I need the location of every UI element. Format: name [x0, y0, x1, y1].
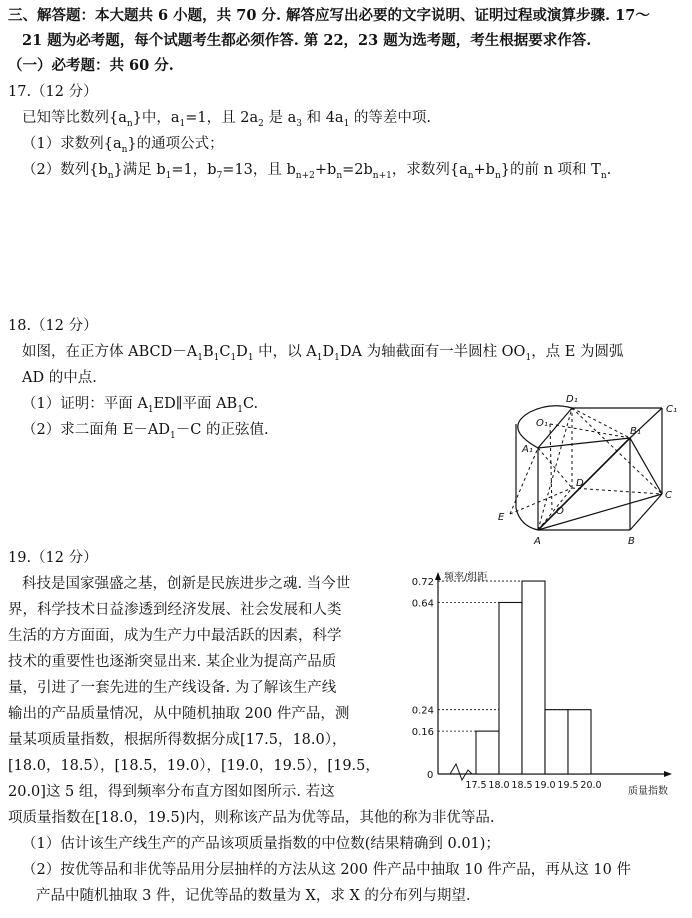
label-A: A [534, 536, 541, 547]
label-E: E [498, 512, 505, 523]
y-axis-label: 频率/组距 [444, 572, 488, 583]
q19-header: 19.（12 分） [8, 550, 98, 566]
q19-part2-line1: （2）按优等品和非优等品用分层抽样的方法从这 200 件产品中抽取 10 件产品，再从这 10 件 [22, 862, 631, 878]
q19-part1: （1）估计该生产线生产的产品该项质量指数的中位数(结果精确到 0.01)； [22, 836, 500, 852]
frequency-histogram [411, 566, 688, 806]
q19-line-6: 输出的产品质量情况，从中随机抽取 200 件产品，测 [8, 706, 350, 722]
q18-part2: （2）求二面角 $E-AD_1-C$ 的正弦值. [22, 422, 269, 441]
histogram-bar [545, 710, 568, 774]
segment-D1-B1 [572, 408, 630, 438]
cube-figure [490, 390, 690, 550]
half-cylinder-side [516, 424, 538, 530]
histogram-bar [522, 581, 545, 774]
edge-A1-B1 [538, 438, 630, 448]
x-tick-label: 18.0 [488, 780, 510, 791]
segment-B1C [630, 438, 662, 494]
histogram-bar [568, 710, 591, 774]
label-C: C [665, 490, 672, 501]
edge-D-C [572, 488, 662, 494]
q19-line-5: 量，引进了一套先进的生产线设备. 为了解该生产线 [8, 680, 337, 696]
y-axis-arrow [435, 572, 441, 580]
x-tick-label: 19.5 [557, 780, 579, 791]
q19-line-3: 生活的方方面面，成为生产力中最活跃的因素，科学 [8, 628, 342, 644]
q19-line-9: 20.0]这 5 组，得到频率分布直方图如图所示. 若这 [8, 784, 335, 800]
y-tick-label: 0.64 [411, 598, 434, 610]
x-tick-label: 20.0 [580, 780, 602, 791]
label-B1: B₁ [630, 426, 641, 437]
x-tick-label: 17.5 [465, 780, 487, 791]
q18-stem-line2: AD 的中点. [22, 370, 97, 386]
label-D: D [576, 478, 584, 489]
label-B: B [628, 536, 635, 547]
x-tick-label: 19.0 [534, 780, 556, 791]
q17-header: 17.（12 分） [8, 84, 98, 100]
q17-stem: 已知等比数列$\{a_n\}$中，$a_1=1$，且 $2a_2$ 是 $a_3$ 和 $4a_1$ 的等差中项. [22, 110, 432, 129]
q19-line-1: 科技是国家强盛之基，创新是民族进步之魂. 当今世 [22, 576, 351, 592]
q17-part1: （1）求数列$\{a_n\}$的通项公式； [22, 136, 224, 155]
q17-part2: （2）数列$\{b_n\}$满足 $b_1=1$，$b_7=13$，且 $b_{n+2}+b_n=2b_{n+1}$，求数列$\{a_n+b_n\}$的前 n 项和 $T_n$. [22, 162, 612, 181]
x-tick-label: 18.5 [511, 780, 533, 791]
section-header-line1: 三、解答题：本大题共 6 小题，共 70 分. 解答应写出必要的文字说明、证明过程或演算步骤. 17～ [8, 7, 650, 24]
label-O1: O₁ [536, 418, 548, 429]
origin-label: 0 [427, 770, 434, 781]
segment-O1-C [550, 424, 630, 438]
y-tick-label: 0.72 [411, 577, 434, 589]
q19-line-2: 界，科学技术日益渗透到经济发展、社会发展和人类 [8, 602, 342, 618]
axis-break [450, 764, 472, 780]
section-header-line2: 21 题为必考题，每个试题考生都必须作答. 第 22，23 题为选考题，考生根据要求作答. [22, 32, 592, 49]
y-tick-label: 0.24 [411, 705, 434, 717]
edge-A-D [538, 488, 572, 530]
label-C1: C₁ [666, 404, 677, 415]
q19-line-4: 技术的重要性也逐渐突显出来. 某企业为提高产品质 [8, 654, 337, 670]
x-axis-arrow [664, 771, 672, 777]
segment-A1D [538, 448, 572, 488]
x-axis-label: 质量指数 [628, 786, 668, 797]
q19-line-8: [18.0，18.5），[18.5，19.0），[19.0，19.5），[19.5， [8, 758, 380, 774]
label-A1: A₁ [522, 444, 533, 455]
q18-part1: （1）证明：平面 $A_1ED\parallel$平面 $AB_1C$. [22, 396, 259, 415]
q18-stem: 如图，在正方体 $ABCD-A_1B_1C_1D_1$ 中，以 $A_1D_1DA$ 为轴截面有一半圆柱 $OO_1$，点 E 为圆弧 [22, 344, 624, 363]
q19-line-7: 量某项质量指数，根据所得数据分成[17.5，18.0）， [8, 732, 347, 748]
q19-part2-line2: 产品中随机抽取 3 件，记优等品的数量为 X，求 X 的分布列与期望. [36, 888, 471, 904]
histogram-bar [476, 731, 499, 774]
label-D1: D₁ [566, 394, 578, 405]
label-O: O [556, 506, 564, 517]
histogram-bar [499, 602, 522, 774]
required-section-label: （一）必考题：共 60 分. [8, 57, 174, 74]
q19-line-10: 项质量指数在[18.0，19.5)内，则称该产品为优等品，其他的称为非优等品. [8, 810, 495, 826]
y-tick-label: 0.16 [411, 727, 434, 739]
q18-header: 18.（12 分） [8, 318, 98, 334]
edge-B-C [630, 494, 662, 530]
